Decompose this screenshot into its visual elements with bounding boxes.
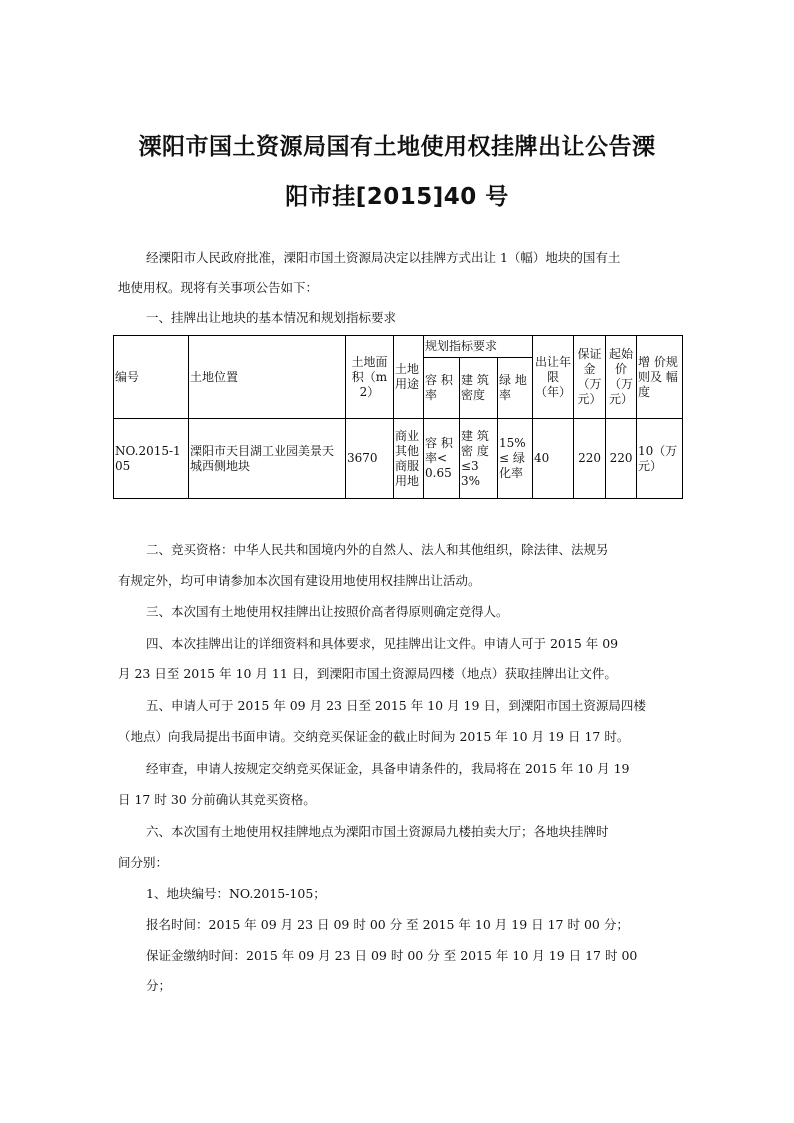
header-number: 编号	[114, 336, 189, 419]
header-deposit: 保证金（万元）	[574, 336, 606, 419]
intro-line-1: 经溧阳市人民政府批准，溧阳市国土资源局决定以挂牌方式出让 1（幅）地块的国有土	[146, 250, 621, 265]
cell-density: 建 筑密 度≤33%	[460, 419, 498, 499]
header-far: 容 积率	[424, 358, 460, 419]
review-line-1: 经审查，申请人按规定交纳竞买保证金，具备申请条件的，我局将在 2015 年 10 月 19	[146, 761, 630, 776]
header-start-price: 起始价（万元）	[606, 336, 637, 419]
cell-location: 溧阳市天目湖工业园美景天城西侧地块	[189, 419, 346, 499]
document-title-line-2: 阳市挂[2015]40 号	[285, 184, 509, 210]
table-header-row-1	[114, 336, 683, 358]
section-5-line-2: （地点）向我局提出书面申请。交纳竞买保证金的截止时间为 2015 年 10 月 19 日 17 时。	[118, 729, 630, 744]
header-increment: 增 价规则及 幅度	[637, 336, 683, 419]
cell-deposit: 220	[574, 419, 606, 499]
review-line-2: 日 17 时 30 分前确认其竞买资格。	[118, 792, 316, 807]
section-4-line-2: 月 23 日至 2015 年 10 月 11 日，到溧阳市国土资源局四楼（地点）获取挂牌出让文件。	[118, 666, 617, 681]
header-green: 绿 地率	[498, 358, 533, 419]
cell-increment: 10（万元）	[637, 419, 683, 499]
document-title-line-1: 溧阳市国土资源局国有土地使用权挂牌出让公告溧	[138, 134, 656, 160]
section-5-line-1: 五、申请人可于 2015 年 09 月 23 日至 2015 年 10 月 19 日，到溧阳市国土资源局四楼	[146, 698, 646, 713]
table-row	[114, 419, 683, 499]
cell-area: 3670	[346, 419, 394, 499]
header-planning: 规划指标要求	[424, 336, 533, 358]
cell-term: 40	[533, 419, 574, 499]
intro-line-2: 地使用权。现将有关事项公告如下：	[118, 280, 319, 295]
section-6-line-1: 六、本次国有土地使用权挂牌地点为溧阳市国土资源局九楼拍卖大厅；各地块挂牌时	[146, 824, 609, 839]
section-3: 三、本次国有土地使用权挂牌出让按照价高者得原则确定竞得人。	[146, 604, 509, 619]
cell-green: 15%≤ 绿化率	[498, 419, 533, 499]
header-density: 建 筑密度	[460, 358, 498, 419]
section-4-line-1: 四、本次挂牌出让的详细资料和具体要求，见挂牌出让文件。申请人可于 2015 年 09	[146, 636, 619, 651]
section-1-heading: 一、挂牌出让地块的基本情况和规划指标要求	[146, 310, 397, 325]
header-area: 土地面积（m2）	[346, 336, 394, 419]
header-location: 土地位置	[189, 336, 346, 419]
deposit-time-line-1: 保证金缴纳时间：2015 年 09 月 23 日 09 时 00 分 至 2015 年 10 月 19 日 17 时 00	[146, 948, 638, 963]
signup-time: 报名时间：2015 年 09 月 23 日 09 时 00 分 至 2015 年 10 月 19 日 17 时 00 分；	[146, 917, 629, 932]
header-term: 出让年限（年）	[533, 336, 574, 419]
section-2-line-1: 二、竞买资格：中华人民共和国境内外的自然人、法人和其他组织，除法律、法规另	[146, 542, 609, 557]
section-2-line-2: 有规定外，均可申请参加本次国有建设用地使用权挂牌出让活动。	[118, 573, 481, 588]
deposit-time-line-2: 分；	[146, 978, 172, 993]
header-use: 土地用途	[394, 336, 424, 419]
cell-far: 容 积率<0.65	[424, 419, 460, 499]
land-parcel-table	[113, 335, 683, 499]
cell-use: 商业其他商服用地	[394, 419, 424, 499]
cell-number: NO.2015-105	[114, 419, 189, 499]
item-1: 1、地块编号：NO.2015-105；	[146, 886, 326, 901]
cell-start-price: 220	[606, 419, 637, 499]
section-6-line-2: 间分别：	[118, 855, 169, 870]
